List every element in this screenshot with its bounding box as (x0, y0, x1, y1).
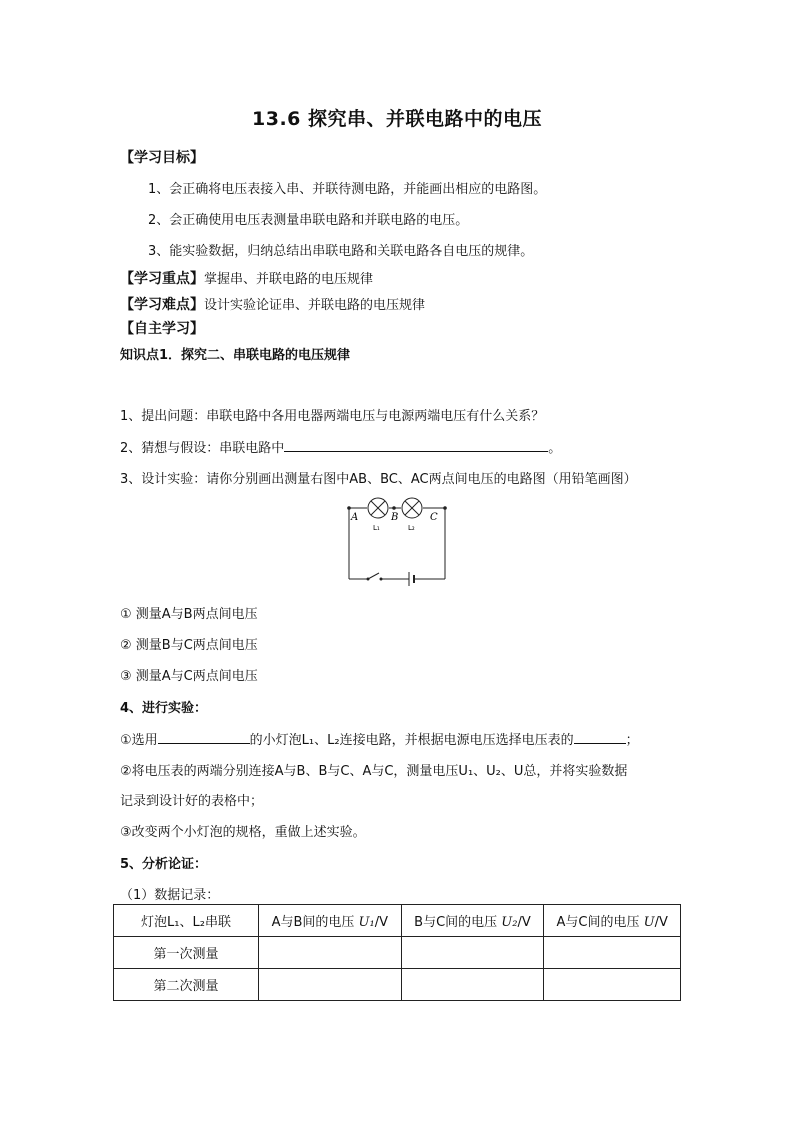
header-cell (259, 905, 402, 937)
header-cell (401, 905, 544, 937)
table-cell[interactable] (544, 969, 681, 1001)
header-text: A与C间的电压 (556, 915, 640, 930)
table-cell[interactable] (401, 969, 544, 1001)
label-b: B (391, 512, 399, 523)
label-lamp1: L₁ (373, 524, 380, 532)
label-lamp2: L₂ (408, 524, 415, 532)
node-a (347, 506, 351, 510)
bulb-spec-blank[interactable] (158, 729, 250, 744)
hypothesis-blank[interactable] (284, 437, 548, 452)
table-row (114, 937, 681, 969)
goal-item-1: 1、会正确将电压表接入串、并联待测电路，并能画出相应的电路图。 (148, 182, 547, 197)
goal-item-2: 2、会正确使用电压表测量串联电路和并联电路的电压。 (148, 213, 469, 228)
table-cell[interactable] (544, 937, 681, 969)
header-cell: 灯泡L₁、L₂串联 (114, 905, 259, 937)
key-point (120, 268, 373, 288)
page-title: 13.6 探究串、并联电路中的电压 (252, 108, 542, 130)
node-b (392, 506, 396, 510)
switch-symbol (368, 573, 379, 579)
step5-heading: 5、分析论证： (120, 857, 208, 872)
header-unit: /V (654, 915, 668, 930)
goals-heading: 【学习目标】 (120, 150, 204, 166)
header-var: U (643, 915, 655, 930)
step4-line3: 记录到设计好的表格中； (120, 794, 264, 809)
difficulty-text: 设计实验论证串、并联电路的电压规律 (204, 298, 426, 313)
header-unit: /V (517, 915, 531, 930)
step2-hypothesis (120, 437, 561, 456)
step4-line1 (120, 729, 639, 748)
row-label: 第一次测量 (114, 937, 259, 969)
header-cell (544, 905, 681, 937)
step2-suffix: 。 (548, 441, 562, 456)
row-label: 第二次测量 (114, 969, 259, 1001)
table-cell[interactable] (259, 969, 402, 1001)
step4-line2: ②将电压表的两端分别连接A与B、B与C、A与C，测量电压U₁、U₂、U总，并将实验数据 (120, 764, 628, 779)
header-var: U₁ (358, 915, 375, 930)
measure-ac: ③ 测量A与C两点间电压 (120, 669, 258, 684)
step4-line4: ③改变两个小灯泡的规格，重做上述实验。 (120, 825, 366, 840)
header-var: U₂ (501, 915, 518, 930)
step4-line1-c: ； (625, 733, 639, 748)
circuit-diagram (340, 492, 460, 587)
table-cell[interactable] (401, 937, 544, 969)
table-row (114, 969, 681, 1001)
label-c: C (430, 512, 438, 523)
data-table (113, 904, 681, 1001)
key-point-text: 掌握串、并联电路的电压规律 (204, 272, 374, 287)
table-header-row (114, 905, 681, 937)
header-unit: /V (374, 915, 388, 930)
range-blank[interactable] (574, 729, 626, 744)
step4-line1-b: 的小灯泡L₁、L₂连接电路，并根据电源电压选择电压表的 (249, 733, 574, 748)
header-text: A与B间的电压 (271, 915, 355, 930)
knowledge-point-heading: 知识点1．探究二、串联电路的电压规律 (120, 348, 351, 363)
header-text: B与C间的电压 (414, 915, 498, 930)
key-point-label: 【学习重点】 (120, 271, 204, 287)
step2-prefix: 2、猜想与假设：串联电路中 (120, 441, 285, 456)
node-c (443, 506, 447, 510)
measure-bc: ② 测量B与C两点间电压 (120, 638, 258, 653)
self-study-heading: 【自主学习】 (120, 321, 204, 337)
goal-item-3: 3、能实验数据，归纳总结出串联电路和关联电路各自电压的规律。 (148, 244, 534, 259)
step4-line1-a: ①选用 (120, 733, 158, 748)
difficulty (120, 294, 425, 314)
step3-design: 3、设计实验：请你分别画出测量右图中AB、BC、AC两点间电压的电路图（用铅笔画图） (120, 472, 637, 487)
difficulty-label: 【学习难点】 (120, 297, 204, 313)
step1-question: 1、提出问题：串联电路中各用电器两端电压与电源两端电压有什么关系？ (120, 409, 545, 424)
measure-ab: ① 测量A与B两点间电压 (120, 607, 258, 622)
step5-sub: （1）数据记录： (120, 888, 220, 903)
step4-heading: 4、进行实验： (120, 701, 208, 716)
table-cell[interactable] (259, 937, 402, 969)
label-a: A (351, 512, 359, 523)
